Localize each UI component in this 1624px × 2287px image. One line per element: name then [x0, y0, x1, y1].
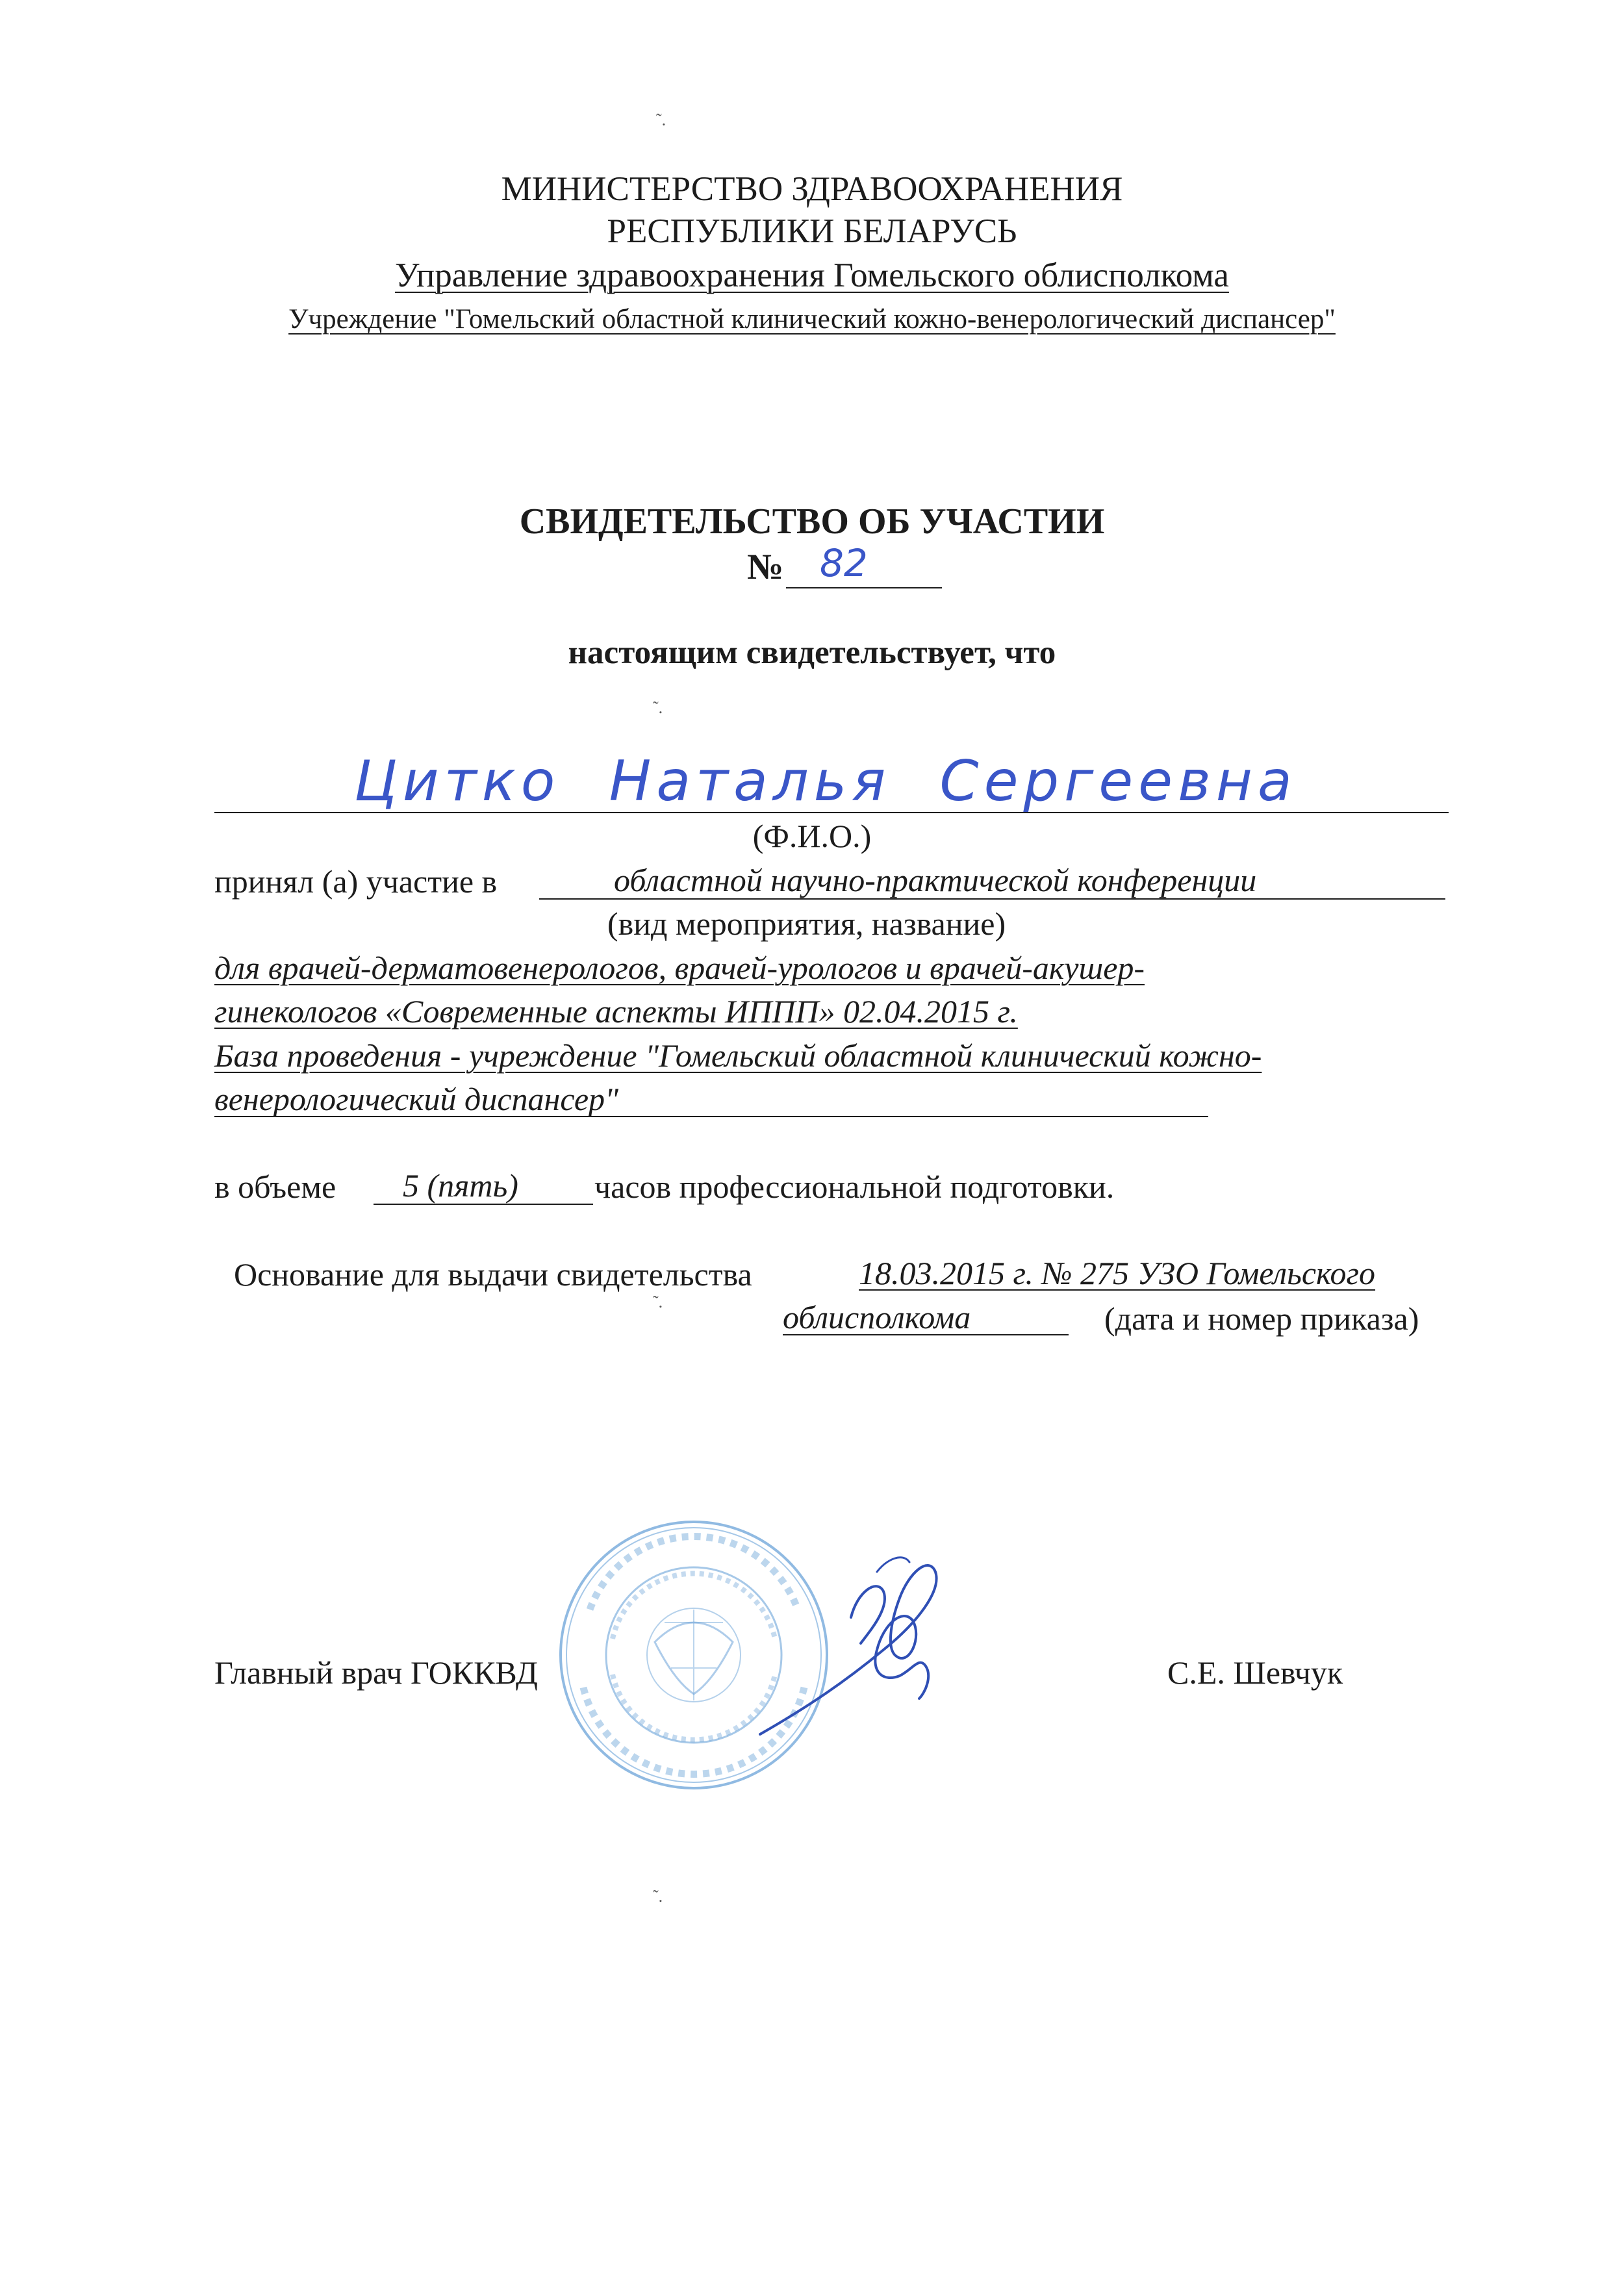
volume-underline: [374, 1204, 593, 1205]
scan-speck: ˜.: [656, 110, 666, 129]
basis-label: Основание для выдачи свидетельства: [234, 1256, 752, 1293]
event-description-line-2: гинекологов «Современные аспекты ИППП» 02.04.2015 г.: [214, 993, 1018, 1030]
basis-order-line-2: облисполкома: [783, 1299, 971, 1335]
number-underline: [786, 587, 942, 588]
basis-order-line-1: 18.03.2015 г. № 275 УЗО Гомельского: [859, 1255, 1376, 1291]
participated-label: принял (а) участие в: [214, 863, 498, 900]
volume-prefix: в объеме: [214, 1169, 336, 1205]
signature-name: С.Е. Шевчук: [1167, 1654, 1343, 1691]
scan-speck: ˜.: [653, 1887, 663, 1906]
scan-speck: ˜.: [653, 698, 663, 717]
event-venue-line-2: венерологический диспансер": [214, 1081, 619, 1117]
venue-underline: [214, 1116, 1208, 1117]
attests-text: настоящим свидетельствует, что: [568, 635, 1056, 671]
certificate-number-label: №: [747, 547, 784, 587]
ministry-line-2: РЕСПУБЛИКИ БЕЛАРУСЬ: [607, 212, 1017, 250]
event-caption: (вид мероприятия, название): [607, 905, 1006, 942]
certificate-number-value: 82: [820, 541, 868, 585]
handwritten-signature: [747, 1552, 961, 1747]
event-description-line-1: для врачей-дерматовенерологов, врачей-урологов и врачей-акушер-: [214, 950, 1145, 986]
name-underline: [214, 812, 1449, 813]
institution-name: Учреждение "Гомельский областной клинический кожно-венерологический диспансер": [288, 304, 1336, 335]
volume-hours: 5 (пять): [403, 1167, 518, 1204]
signature-position: Главный врач ГОККВД: [214, 1654, 538, 1691]
name-caption: (Ф.И.О.): [752, 818, 872, 854]
order-line-2-underline: [783, 1334, 1069, 1335]
event-type-underline: [539, 898, 1445, 900]
recipient-name-handwritten: Цитко Наталья Сергеевна: [354, 749, 1297, 814]
basis-caption: (дата и номер приказа): [1104, 1300, 1419, 1337]
department-name: Управление здравоохранения Гомельского облисполкома: [395, 257, 1229, 294]
event-venue-line-1: База проведения - учреждение "Гомельский областной клинический кожно-: [214, 1037, 1262, 1074]
volume-suffix: часов профессиональной подготовки.: [594, 1169, 1115, 1205]
certificate-title: СВИДЕТЕЛЬСТВО ОБ УЧАСТИИ: [519, 501, 1105, 542]
ministry-line-1: МИНИСТЕРСТВО ЗДРАВООХРАНЕНИЯ: [501, 170, 1123, 208]
scan-speck: ˜.: [653, 1293, 663, 1311]
event-type: областной научно-практической конференции: [614, 862, 1257, 898]
